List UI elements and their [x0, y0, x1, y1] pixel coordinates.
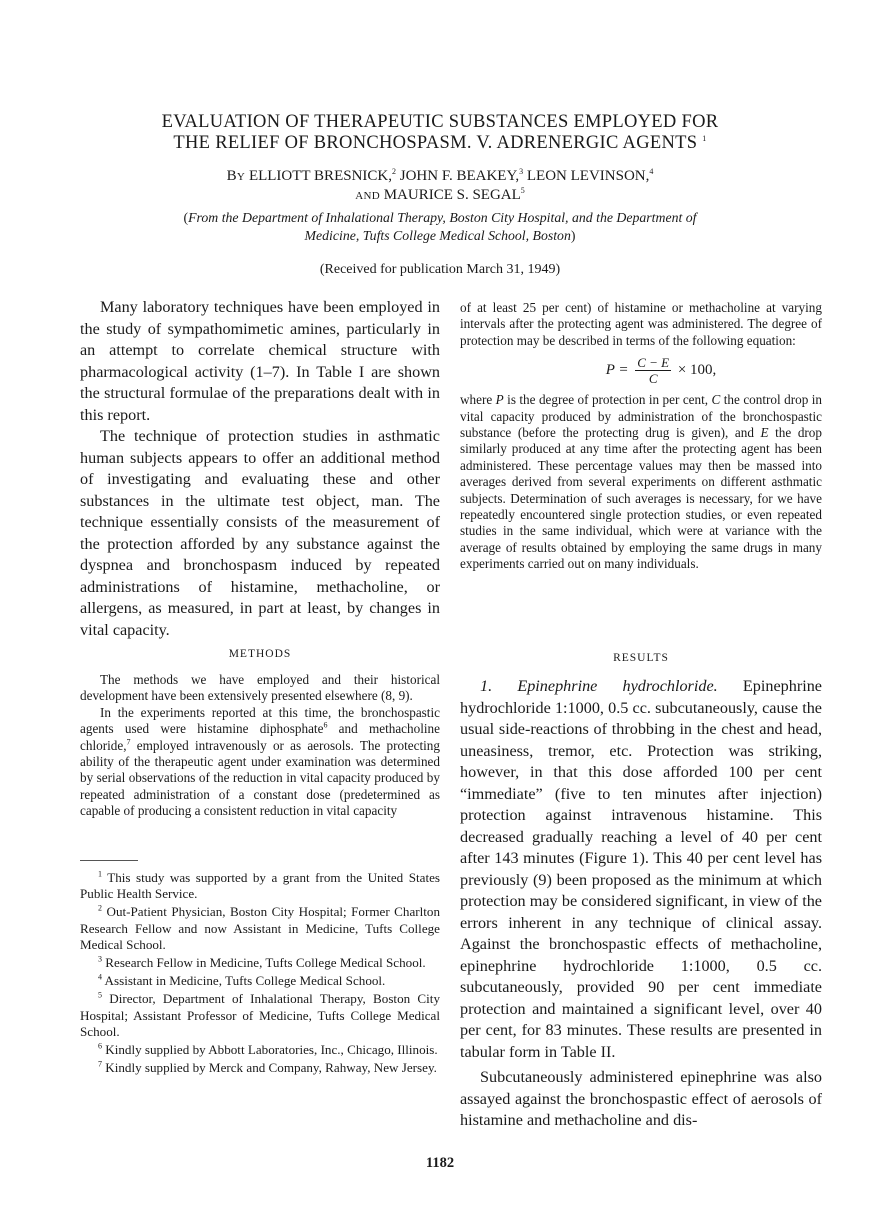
results-p1-text: Epinephrine hydrochloride 1:1000, 0.5 cc. subcutaneously, cause the usual side-reactions of throbbing in the chest and head, uneasiness, tremor, etc. Protection was striking, however, in that this dose afforded 100 per cent “immediate” (five to ten minutes after injection) protection against intravenous histamine. This decreased gradually reaching a level of 40 per cent after 143 minutes (Figure 1). This 40 per cent level has previously (9) been proposed as the minimum at which protection may be considered significant, in view of the errors inherent in any technique of clinical assay. Against the bronchospastic effects of methacholine, epinephrine hydrochloride 1:1000, 0.5 cc. subcutaneously, provided 90 per cent immediate protection and maintained a significant level, over 40 per cent, for 83 minutes. These results are presented in tabular form in Table II.	[460, 677, 822, 1061]
footnote-7-text: Kindly supplied by Merck and Company, Rahway, New Jersey.	[102, 1060, 437, 1076]
author-segal: MAURICE S. SEGAL	[383, 187, 521, 203]
footnote-1-num: 1	[98, 869, 102, 879]
footnotes	[80, 870, 440, 1078]
article-title	[60, 112, 820, 154]
methods-p2-text-1: In the experiments reported at this time, the bronchospastic agents used were histamine diphosphate	[80, 704, 440, 737]
equation-explanation	[460, 392, 822, 572]
author-bresnick: ELLIOTT BRESNICK,	[248, 168, 392, 184]
author-bresnick-marker: 2	[392, 167, 396, 176]
title-line-2-text: THE RELIEF OF BRONCHOSPASM. V. ADRENERGIC AGENTS	[173, 133, 698, 153]
author-list	[60, 167, 820, 205]
received-date: (Received for publication March 31, 1949)	[319, 262, 561, 277]
title-footnote-marker: 1	[702, 133, 707, 143]
intro-paragraph-2: The technique of protection studies in asthmatic human subjects appears to offer an additional method of investigating and evaluating these and other substances in the ultimate test object, man. The technique essentially consists of the measurement of the protection afforded by any substance against the dyspnea and bronchospasm induced by repeated administrations of histamine, methacholine, or allergens, as measured, in part at least, by changes in vital capacity.	[80, 427, 440, 639]
author-beakey: JOHN F. BEAKEY,	[399, 168, 520, 184]
footnote-divider	[80, 860, 138, 861]
affiliation-open-paren: (	[183, 210, 189, 225]
footnote-1-text: This study was supported by a grant from the United States Public Health Service.	[80, 870, 440, 902]
affiliation-line-1	[90, 209, 790, 227]
footnote-2	[80, 904, 440, 953]
equation-denominator: C	[648, 371, 658, 387]
footnote-6	[80, 1042, 440, 1058]
variable-e: E	[760, 425, 769, 441]
footnote-2-text: Out-Patient Physician, Boston City Hospital; Former Charlton Research Fellow and now Assistant in Medicine, Tufts College Medical School.	[80, 904, 440, 952]
where-text-3: the control drop in vital capacity produced by administration of the bronchospastic substance (before the protecting drug is given), and	[460, 392, 822, 441]
right-column-body	[460, 300, 822, 573]
equation-lhs: P =	[605, 362, 629, 379]
where-text-1: where	[460, 392, 496, 408]
results-paragraph-2: Subcutaneously administered epinephrine was also assayed against the bronchospastic effect of aerosols of histamine and methacholine and dis-	[460, 1068, 822, 1129]
where-text-4: the drop similarly produced at any time after the protecting agent has been administered. These percentage values may then be massed into averages derived from several experiments on different asthmatic subjects. Determination of such averages is necessary, for we have repeatedly encountered single protection studies, or even repeated studies in the same individual, which were at variance with the average of results obtained by employing the same drugs in many experiments carried out on many individuals.	[460, 425, 822, 572]
methods-section	[80, 648, 440, 820]
footnote-5-num: 5	[98, 991, 102, 1001]
results-subheading-epinephrine: 1. Epinephrine hydrochloride.	[480, 677, 718, 695]
footnote-4-num: 4	[98, 972, 102, 982]
variable-p: P	[495, 392, 504, 408]
methods-paragraph-1: The methods we have employed and their historical development have been extensively presented elsewhere (8, 9).	[80, 672, 440, 704]
affiliation-line-2-text: Medicine, Tufts College Medical School, Boston	[304, 228, 571, 243]
footnote-ref-6: 6	[323, 720, 328, 730]
author-line-1	[60, 167, 820, 186]
equation-numerator: C − E	[637, 355, 670, 371]
left-column-body	[80, 297, 440, 641]
footnote-4-text: Assistant in Medicine, Tufts College Medical School.	[102, 973, 386, 989]
page-number: 1182	[425, 1155, 455, 1171]
author-levinson-marker: 4	[649, 167, 654, 176]
methods-heading: METHODS	[228, 648, 292, 660]
where-text-2: is the degree of protection in per cent,	[503, 392, 712, 408]
footnote-5	[80, 991, 440, 1040]
author-segal-marker: 5	[520, 186, 525, 195]
and-label: and	[355, 187, 380, 203]
footnote-1	[80, 870, 440, 902]
footnote-6-num: 6	[98, 1041, 102, 1051]
author-line-2	[60, 186, 820, 205]
footnote-ref-7: 7	[126, 737, 131, 747]
equation-rhs: × 100,	[677, 362, 717, 379]
protection-continuation: of at least 25 per cent) of histamine or methacholine at varying intervals after the protecting agent was administered. The degree of protection may be described in terms of the following equation:	[460, 300, 822, 348]
variable-c: C	[711, 392, 721, 408]
results-section	[460, 652, 822, 1132]
equation-fraction	[635, 355, 671, 386]
footnote-3	[80, 955, 440, 971]
affiliation-close-paren: )	[570, 228, 576, 243]
affiliation-line-1-text: From the Department of Inhalational Therapy, Boston City Hospital, and the Department of	[188, 210, 697, 225]
results-paragraph-1	[460, 676, 822, 1063]
methods-p2-text-3: employed intravenously or as aerosols. The protecting ability of the therapeutic agent under examination was determined by serial observations of the reduction in vital capacity produced by repeated administration of a constant dose (predetermined as capable of producing a consistent reduction in vital capacity	[80, 737, 440, 819]
methods-paragraph-2	[80, 705, 440, 820]
title-line-2	[60, 133, 820, 154]
author-levinson: LEON LEVINSON,	[526, 168, 650, 184]
results-heading: RESULTS	[613, 652, 669, 664]
affiliation	[90, 209, 790, 245]
footnote-2-num: 2	[98, 904, 102, 914]
footnote-7	[80, 1060, 440, 1076]
footnote-3-text: Research Fellow in Medicine, Tufts College Medical School.	[102, 955, 426, 971]
protection-equation	[460, 355, 822, 386]
by-label: By	[226, 168, 246, 184]
methods-p2-text-2: and methacholine chloride,	[80, 721, 440, 753]
footnote-3-num: 3	[98, 954, 102, 964]
title-line-1: EVALUATION OF THERAPEUTIC SUBSTANCES EMPLOYED FOR	[161, 112, 719, 132]
affiliation-line-2	[90, 227, 790, 245]
footnote-7-num: 7	[98, 1059, 102, 1069]
footnote-4	[80, 973, 440, 989]
intro-paragraph-1: Many laboratory techniques have been employed in the study of sympathomimetic amines, particularly in an attempt to correlate chemical structure with pharmacological activity (1–7). In Table I are shown the structural formulae of the preparations dealt with in this report.	[80, 298, 440, 424]
author-beakey-marker: 3	[519, 167, 524, 176]
footnote-5-text: Director, Department of Inhalational Therapy, Boston City Hospital; Assistant Professor of Medicine, Tufts College Medical School.	[80, 991, 440, 1039]
footnote-6-text: Kindly supplied by Abbott Laboratories, Inc., Chicago, Illinois.	[102, 1042, 438, 1058]
